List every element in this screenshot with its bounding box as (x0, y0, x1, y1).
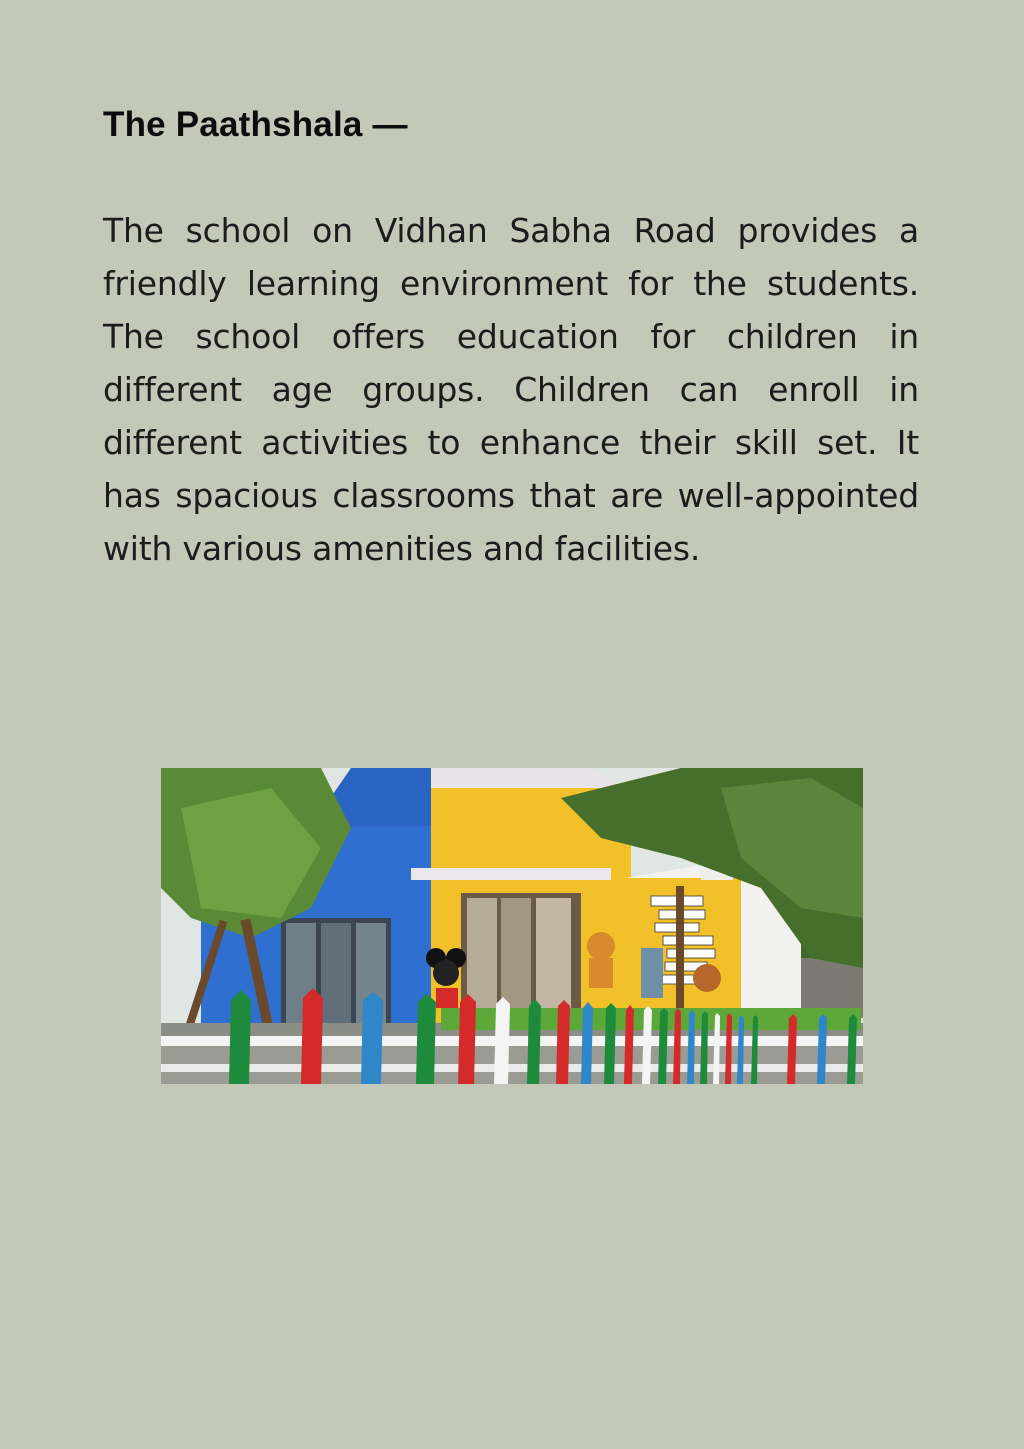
school-photo (161, 768, 863, 1084)
page-heading: The Paathshala — (103, 105, 408, 144)
body-paragraph: The school on Vidhan Sabha Road provides a friendly learning environment for the students. The school offers education for children in different age groups. Children can enroll in different activities to enhance their skill set. It has spacious classrooms that are well-appointed with various amenities and facilities. (103, 211, 919, 568)
